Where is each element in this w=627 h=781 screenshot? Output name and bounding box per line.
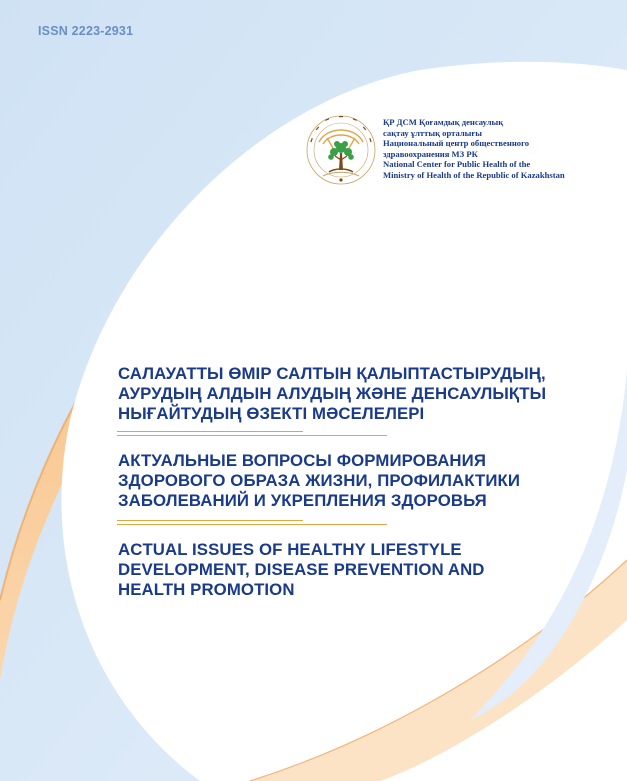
- title-en-line: HEALTH PROMOTION: [118, 580, 295, 599]
- title-kz-line: САЛАУАТТЫ ӨМІР САЛТЫН ҚАЛЫПТАСТЫРУДЫҢ,: [118, 364, 546, 383]
- title-russian: [118, 451, 588, 511]
- org-en-line: National Center for Public Health of the: [383, 159, 531, 170]
- title-en-line: DEVELOPMENT, DISEASE PREVENTION AND: [118, 560, 485, 579]
- title-kazakh: [118, 364, 588, 424]
- title-en-line: ACTUAL ISSUES OF HEALTHY LIFESTYLE: [118, 540, 462, 559]
- title-divider: [117, 431, 387, 437]
- org-ru-line: Национальный центр общественного: [383, 138, 530, 149]
- divider-line-short: [117, 520, 303, 521]
- title-divider: [117, 520, 387, 526]
- organization-logo: [303, 108, 379, 190]
- organization-name: [383, 117, 565, 181]
- title-kz-line: НЫҒАЙТУДЫҢ ӨЗЕКТІ МӘСЕЛЕЛЕРІ: [118, 404, 425, 423]
- title-english: [118, 540, 588, 600]
- organization-name-en: [383, 159, 565, 180]
- issn-number: ISSN 2223-2931: [38, 24, 134, 38]
- title-ru-line: АКТУАЛЬНЫЕ ВОПРОСЫ ФОРМИРОВАНИЯ: [118, 451, 486, 470]
- title-kz-line: АУРУДЫҢ АЛДЫН АЛУДЫҢ ЖӘНЕ ДЕНСАУЛЫҚТЫ: [118, 384, 547, 403]
- title-ru-line: ЗАБОЛЕВАНИЙ И УКРЕПЛЕНИЯ ЗДОРОВЬЯ: [118, 491, 487, 510]
- org-kz-line: ҚР ДСМ Қоғамдық денсаулық: [383, 117, 504, 127]
- divider-line-short: [117, 431, 303, 432]
- tree-emblem-icon: [303, 108, 379, 190]
- org-en-line: Ministry of Health of the Republic of Kazakhstan: [383, 169, 565, 180]
- divider-line-long: [117, 524, 387, 525]
- organization-name-ru: [383, 138, 565, 159]
- divider-line-long: [117, 435, 387, 436]
- org-ru-line: здравоохранения МЗ РК: [383, 148, 478, 159]
- title-ru-line: ЗДОРОВОГО ОБРАЗА ЖИЗНИ, ПРОФИЛАКТИКИ: [118, 471, 521, 490]
- org-kz-line: сақтау ұлттық орталығы: [383, 127, 482, 138]
- organization-name-kz: [383, 117, 565, 138]
